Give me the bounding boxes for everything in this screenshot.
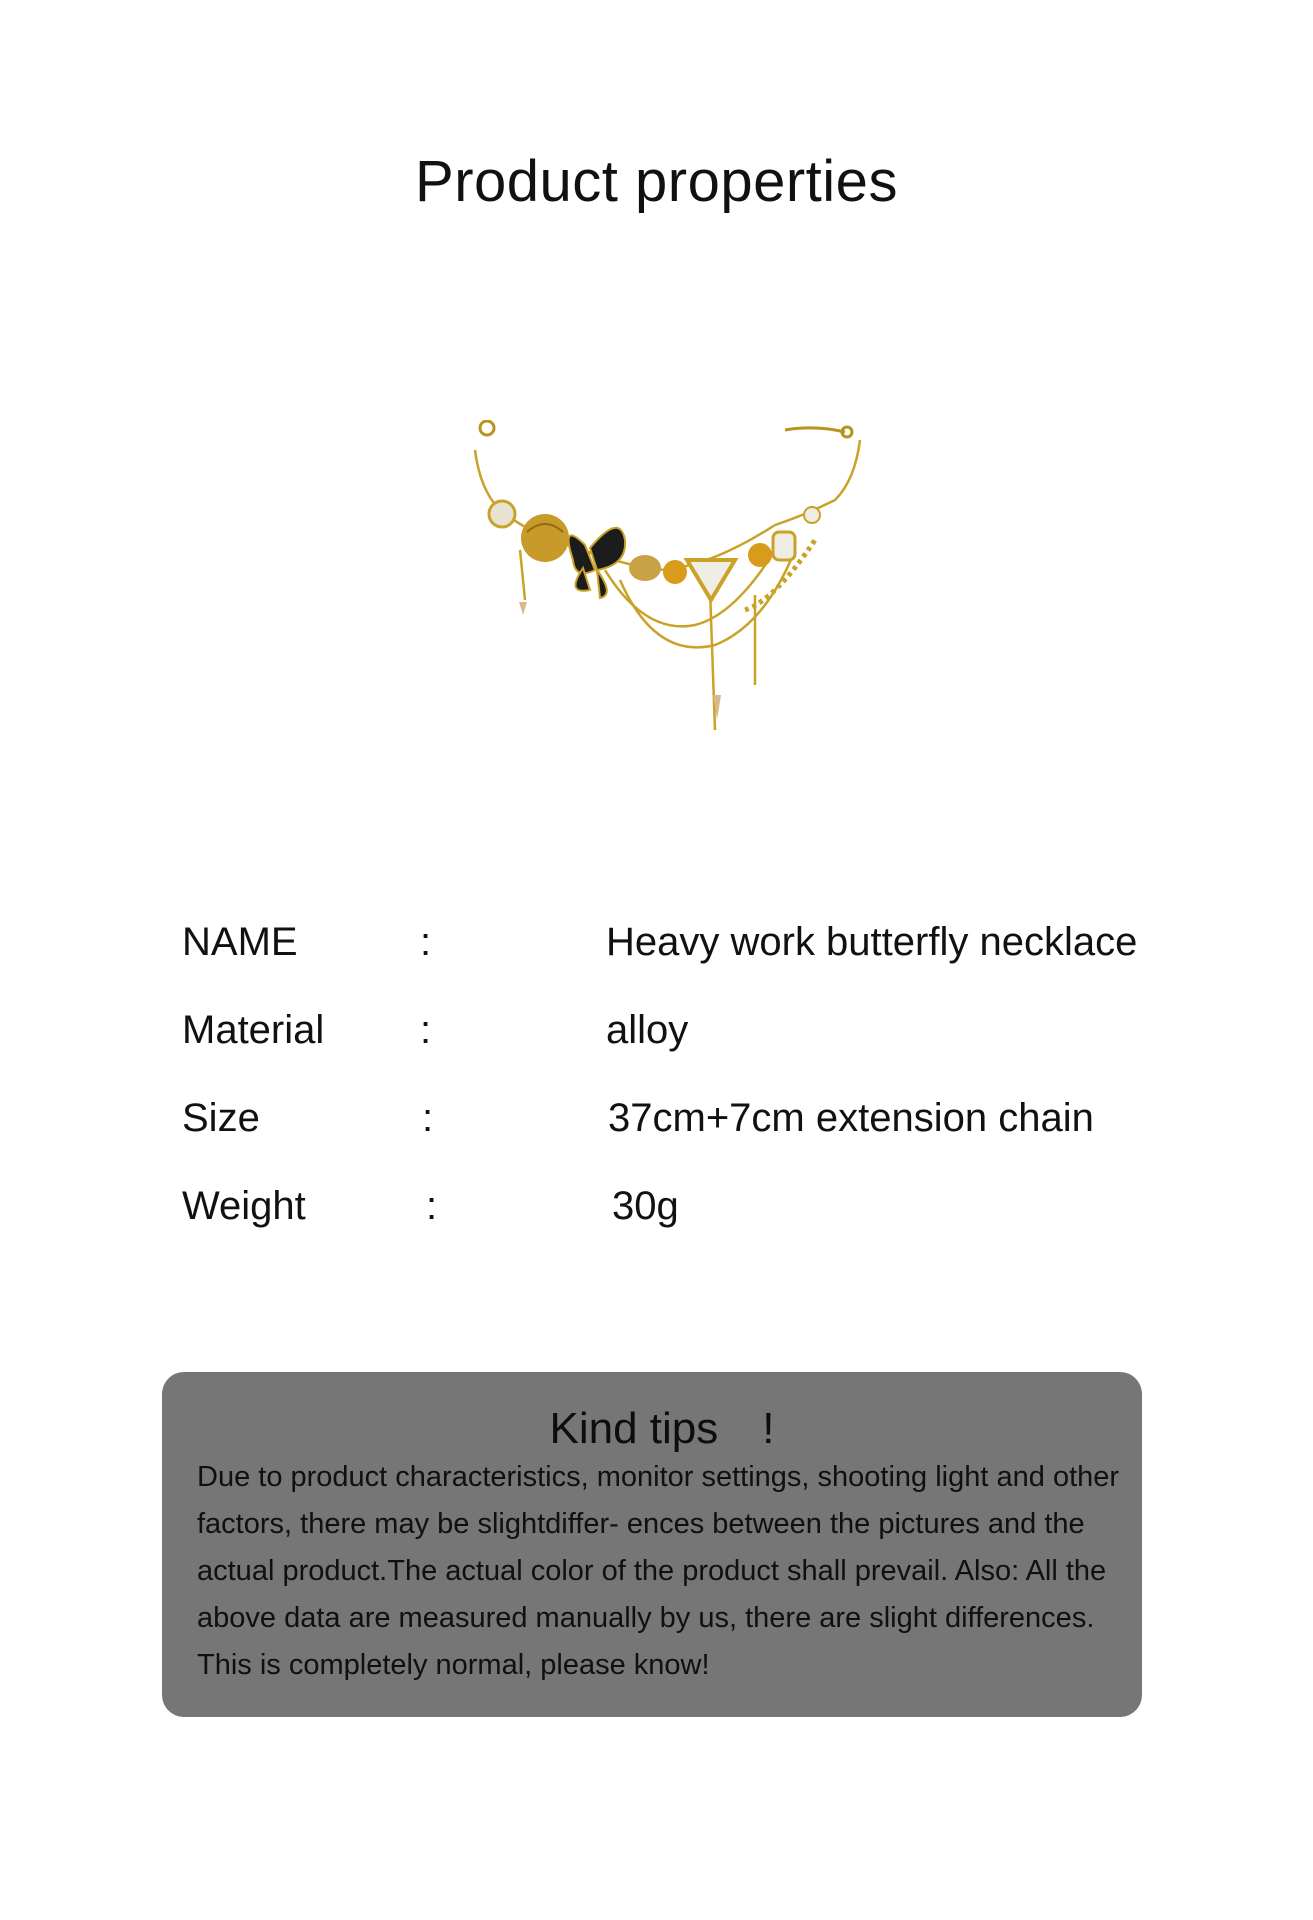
necklace-chain	[475, 440, 860, 730]
clasp	[480, 421, 852, 437]
kind-tips-title: Kind tips !	[549, 1404, 775, 1453]
necklace-image	[455, 420, 885, 750]
property-row-weight	[182, 1184, 1202, 1272]
property-colon: :	[426, 1184, 438, 1228]
property-value: Heavy work butterfly necklace	[606, 920, 1138, 964]
property-label: Weight	[182, 1184, 306, 1228]
property-row-name	[182, 920, 1202, 1008]
kind-tips-box	[162, 1372, 1142, 1717]
property-label: Material	[182, 1008, 325, 1052]
property-value: 30g	[612, 1184, 679, 1228]
property-value: alloy	[606, 1008, 689, 1052]
properties-table	[182, 920, 1202, 1272]
property-row-size	[182, 1096, 1202, 1184]
property-colon: :	[420, 1008, 432, 1052]
property-row-material	[182, 1008, 1202, 1096]
property-label: Size	[182, 1096, 260, 1140]
property-colon: :	[422, 1096, 434, 1140]
property-colon: :	[420, 920, 432, 964]
page-title: Product properties	[415, 149, 898, 214]
kind-tips-text: Due to product characteristics, monitor settings, shooting light and other factors, there may be slightdiffer- ences between the pictures and the actual product.The actual color of the product shall prevail. Also: All the above data are measured manually by us, there are slight differences. This is completely normal, please know!	[197, 1461, 1120, 1681]
property-label: NAME	[182, 920, 298, 964]
property-value: 37cm+7cm extension chain	[608, 1096, 1094, 1140]
beads	[489, 501, 820, 720]
